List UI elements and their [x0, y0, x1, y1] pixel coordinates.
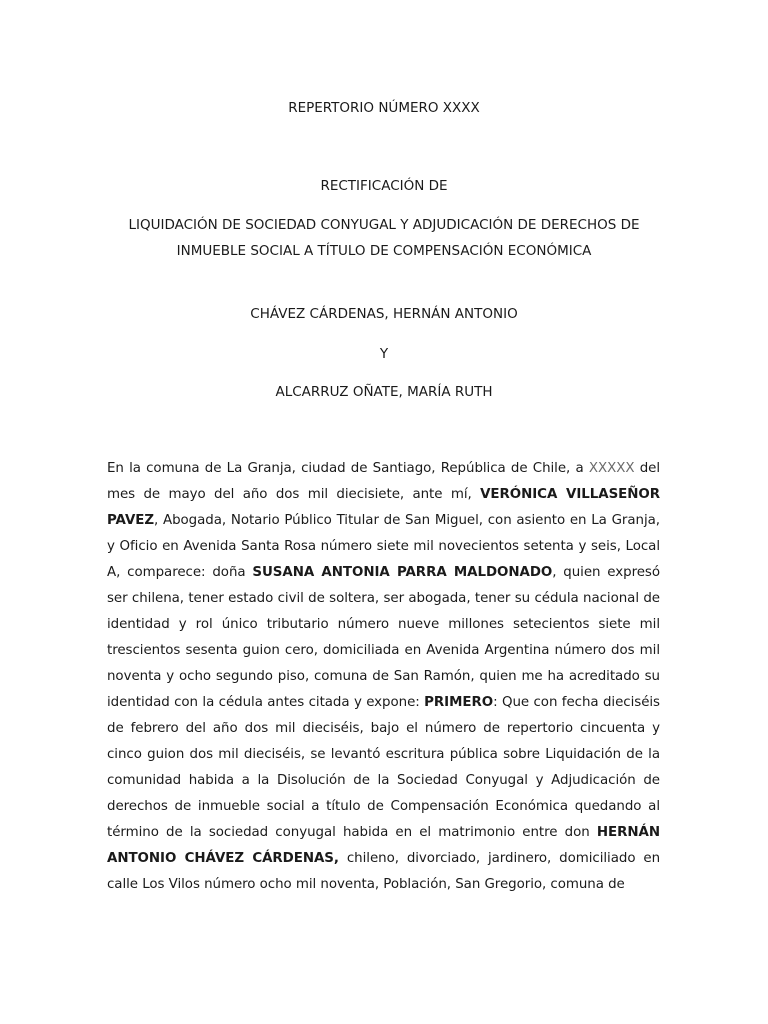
body-text-segment: , Abogada, Notario Público Titular de San Miguel, con asiento en La Granja, y Oficio en Avenida Santa Rosa número siete mil novecientos setenta y seis, Local A, comparece: doña	[107, 513, 660, 580]
body-text-segment: chileno, divorciado, jardinero, domiciliado en calle Los Vilos número ocho mil noventa, Población, San Gregorio, comuna de	[107, 851, 661, 892]
rectificacion-heading: RECTIFICACIÓN DE	[320, 178, 448, 194]
clause-primero-label: PRIMERO	[424, 695, 494, 710]
notary-name: VERÓNICA VILLASEÑOR PAVEZ	[107, 487, 661, 528]
document-title: LIQUIDACIÓN DE SOCIEDAD CONYUGAL Y ADJUDICACIÓN DE DERECHOS DE INMUEBLE SOCIAL A TÍTULO DE COMPENSACIÓN ECONÓMICA	[128, 217, 640, 259]
date-placeholder: XXXXX	[588, 461, 635, 476]
party-one-name: CHÁVEZ CÁRDENAS, HERNÁN ANTONIO	[250, 306, 518, 322]
body-text-segment: : Que con fecha dieciséis de febrero del año dos mil dieciséis, bajo el número de repertorio cincuenta y cinco guion dos mil dieciséis, se levantó escritura pública sobre Liquidación de la comunidad habida a la Disolución de la Sociedad Conyugal y Adjudicación de derechos de inmueble social a título de Compensación Económica quedando al término de la sociedad conyugal habida en el matrimonio entre don	[107, 695, 660, 840]
party-separator: Y	[379, 346, 389, 362]
repertorio-heading: REPERTORIO NÚMERO XXXX	[288, 100, 480, 116]
party-two-name: ALCARRUZ OÑATE, MARÍA RUTH	[275, 384, 493, 400]
spouse-name: HERNÁN ANTONIO CHÁVEZ CÁRDENAS,	[107, 825, 660, 866]
document-body-paragraph	[107, 456, 660, 898]
body-text-segment: del mes de mayo del año dos mil diecisiete, ante mí,	[107, 461, 660, 502]
body-text-segment: En la comuna de La Granja, ciudad de Santiago, República de Chile, a	[107, 461, 589, 476]
body-text-segment: , quien expresó ser chilena, tener estado civil de soltera, ser abogada, tener su cédula nacional de identidad y rol único tributario número nueve millones setecientos siete mil trescientos sesenta guion cero, domiciliada en Avenida Argentina número dos mil noventa y ocho segundo piso, comuna de San Ramón, quien me ha acreditado su identidad con la cédula antes citada y expone:	[107, 565, 660, 710]
appearing-party-name: SUSANA ANTONIA PARRA MALDONADO	[252, 565, 553, 580]
